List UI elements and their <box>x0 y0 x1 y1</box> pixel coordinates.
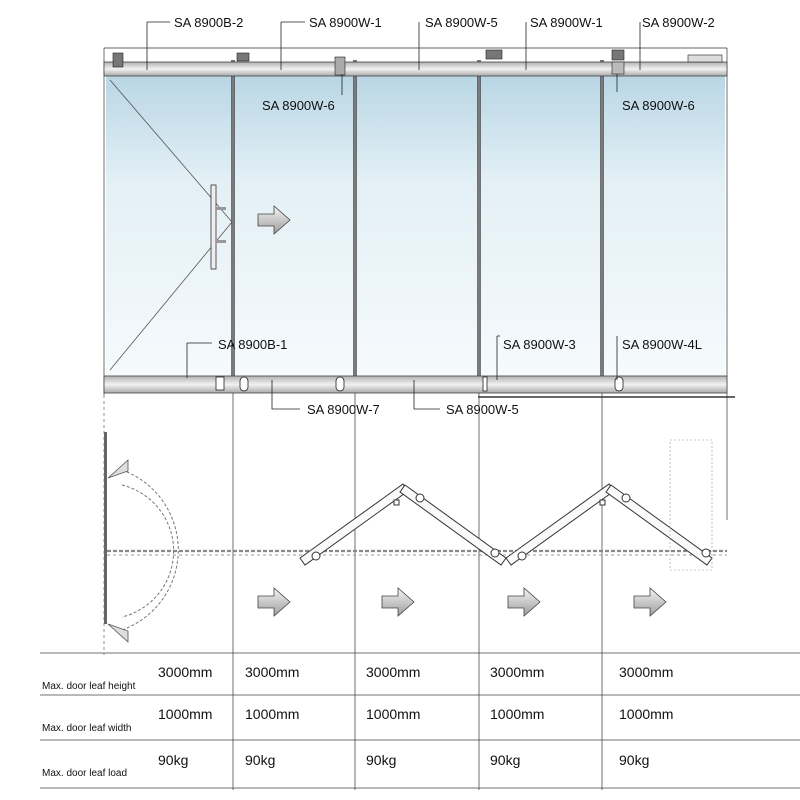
door-handle <box>211 185 216 269</box>
cell: 1000mm <box>490 706 545 722</box>
glass-panel-5 <box>603 76 725 376</box>
bottom-rail <box>104 376 727 393</box>
row-label-width: Max. door leaf width <box>42 723 132 734</box>
cell: 3000mm <box>619 664 674 680</box>
cell: 1000mm <box>366 706 421 722</box>
label-sa8900w-5-top: SA 8900W-5 <box>425 15 498 30</box>
cell: 1000mm <box>245 706 300 722</box>
label-sa8900b-1: SA 8900B-1 <box>218 337 288 352</box>
label-sa8900b-2: SA 8900B-2 <box>174 15 244 30</box>
label-sa8900w-2: SA 8900W-2 <box>642 15 715 30</box>
cell: 90kg <box>490 752 521 768</box>
cell: 3000mm <box>366 664 421 680</box>
cell: 3000mm <box>245 664 300 680</box>
row-label-load: Max. door leaf load <box>42 768 128 779</box>
label-sa8900w-6-b: SA 8900W-6 <box>622 98 695 113</box>
folded-leaves <box>300 484 712 565</box>
swing-arrow-top-icon <box>108 460 128 478</box>
glass-panels <box>106 76 725 376</box>
direction-arrow-icon <box>258 588 290 616</box>
label-sa8900w-4l: SA 8900W-4L <box>622 337 702 352</box>
label-sa8900w-7: SA 8900W-7 <box>307 402 380 417</box>
label-sa8900w-3: SA 8900W-3 <box>503 337 576 352</box>
spec-table <box>40 653 800 788</box>
cell: 90kg <box>245 752 276 768</box>
label-sa8900w-6-a: SA 8900W-6 <box>262 98 335 113</box>
cell: 90kg <box>158 752 189 768</box>
label-sa8900w-1-a: SA 8900W-1 <box>309 15 382 30</box>
top-rail <box>104 62 727 76</box>
row-label-height: Max. door leaf height <box>42 681 136 692</box>
swing-arrow-bottom-icon <box>108 624 128 642</box>
glass-panel-3 <box>356 76 478 376</box>
direction-arrow-icon <box>508 588 540 616</box>
direction-arrow-icon <box>382 588 414 616</box>
cell: 90kg <box>619 752 650 768</box>
label-sa8900w-1-b: SA 8900W-1 <box>530 15 603 30</box>
plan-view <box>104 393 727 790</box>
direction-arrow-icon <box>634 588 666 616</box>
cell: 3000mm <box>490 664 545 680</box>
direction-arrows <box>258 588 666 616</box>
cell: 1000mm <box>158 706 213 722</box>
label-sa8900w-5-bottom: SA 8900W-5 <box>446 402 519 417</box>
cell: 1000mm <box>619 706 674 722</box>
cell: 90kg <box>366 752 397 768</box>
cell: 3000mm <box>158 664 213 680</box>
glass-panel-4 <box>480 76 601 376</box>
glass-panel-2 <box>234 76 354 376</box>
